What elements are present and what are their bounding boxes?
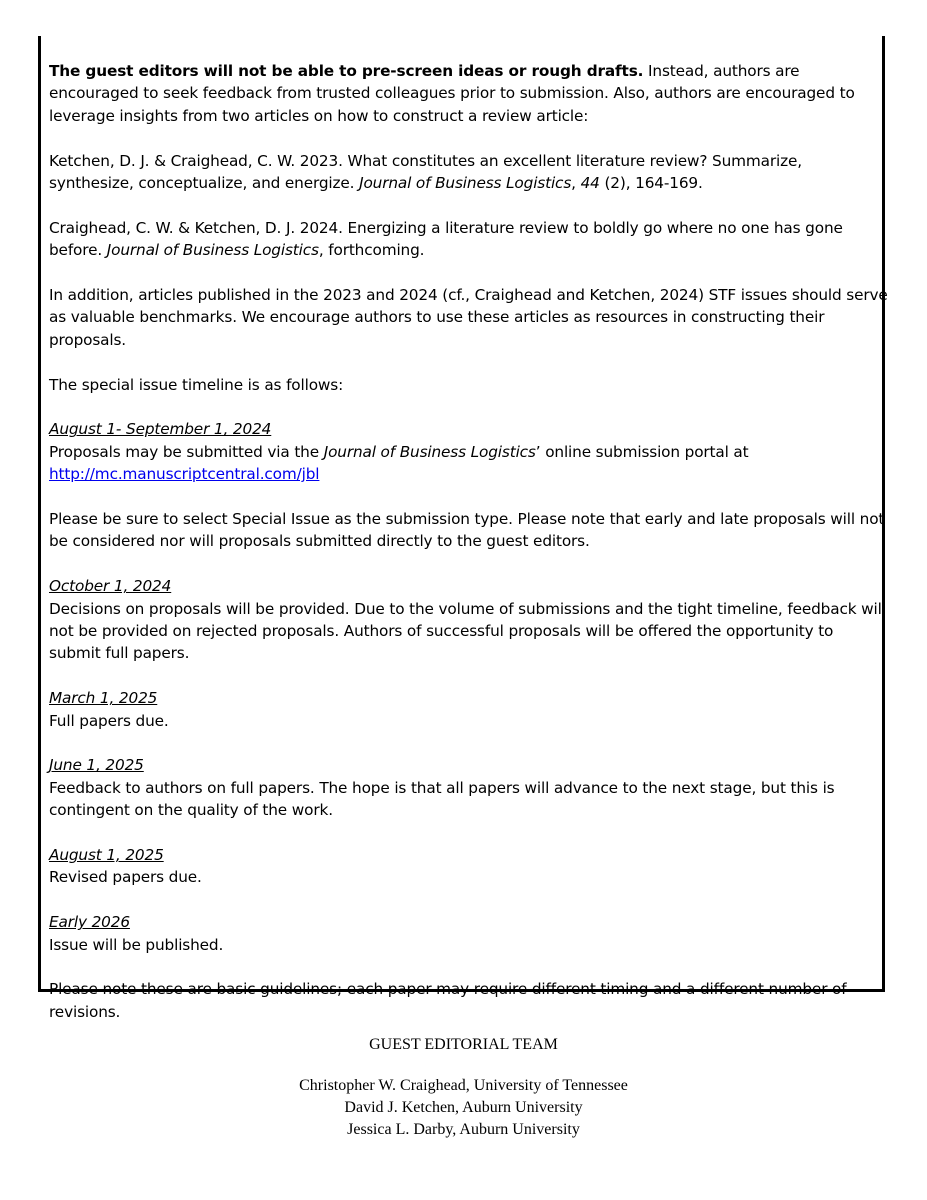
document-body	[49, 60, 889, 1023]
reference-2-text: Craighead, C. W. & Ketchen, D. J. 2024. Energizing a literature review to boldly go where no one has gone before.	[49, 218, 843, 260]
timeline-text-2: Decisions on proposals will be provided. Due to the volume of submissions and the tight timeline, feedback will not be provided on rejected proposals. Authors of successful proposals will be offered the opportunity to submit full papers.	[49, 599, 886, 663]
timeline-date-1: August 1- September 1, 2024	[49, 420, 272, 439]
team-member-3: Jessica L. Darby, Auburn University	[347, 1121, 580, 1138]
timeline-text-1a: Proposals may be submitted via the	[49, 442, 324, 461]
timeline-item-1	[49, 418, 889, 485]
reference-1-volume: 44	[580, 174, 600, 193]
addition-paragraph: In addition, articles published in the 2023 and 2024 (cf., Craighead and Ketchen, 2024) STF issues should serve as valuable benchmarks. We encourage authors to use these articles as resources in constructing their proposals.	[49, 286, 888, 349]
timeline-item-5	[49, 844, 889, 889]
timeline-date-3: March 1, 2025	[49, 689, 158, 708]
timeline-text-3: Full papers due.	[49, 711, 169, 730]
intro-bold: The guest editors will not be able to pre-screen ideas or rough drafts.	[49, 62, 644, 80]
reference-2-journal: Journal of Business Logistics	[106, 241, 319, 260]
timeline-note-1: Please be sure to select Special Issue as the submission type. Please note that early and late proposals will not be considered nor will proposals submitted directly to the guest editors.	[49, 510, 885, 551]
timeline-date-5: August 1, 2025	[49, 846, 164, 865]
timeline-text-6: Issue will be published.	[49, 935, 224, 954]
reference-1-pages: (2), 164-169.	[599, 174, 703, 193]
timeline-item-2	[49, 575, 889, 665]
reference-1	[49, 150, 889, 195]
intro-rest: Instead, authors are encouraged to seek feedback from trusted colleagues prior to submission. Also, authors are encouraged to leverage insights from two articles on how to construct a review article:	[49, 62, 855, 125]
reference-1-journal: Journal of Business Logistics	[359, 174, 572, 193]
reference-2	[49, 217, 889, 262]
timeline-item-6	[49, 911, 889, 956]
timeline-journal: Journal of Business Logistics	[323, 442, 536, 461]
timeline-text-1b: ’ online submission portal at	[535, 442, 749, 461]
timeline-text-5: Revised papers due.	[49, 868, 202, 887]
intro-paragraph	[49, 60, 889, 127]
reference-2-status: , forthcoming.	[318, 241, 425, 260]
closing-paragraph: Please note these are basic guidelines; each paper may require different timing and a different number of revisions.	[49, 980, 847, 1021]
team-member-1: Christopher W. Craighead, University of Tennessee	[299, 1077, 628, 1094]
timeline-date-4: June 1, 2025	[49, 756, 144, 775]
timeline-intro: The special issue timeline is as follows:	[49, 375, 344, 394]
timeline-item-3	[49, 687, 889, 732]
team-member-2: David J. Ketchen, Auburn University	[344, 1099, 583, 1116]
team-heading: GUEST EDITORIAL TEAM	[369, 1036, 558, 1053]
submission-portal-link[interactable]: http://mc.manuscriptcentral.com/jbl	[49, 465, 320, 484]
timeline-date-6: Early 2026	[49, 913, 130, 932]
reference-1-sep: ,	[571, 174, 581, 193]
timeline-date-2: October 1, 2024	[49, 577, 172, 596]
reference-1-text: Ketchen, D. J. & Craighead, C. W. 2023. What constitutes an excellent literature review? Summarize, synthesize, conceptualize, and energize.	[49, 151, 802, 193]
timeline-item-4	[49, 754, 889, 821]
timeline-text-4: Feedback to authors on full papers. The hope is that all papers will advance to the next stage, but this is contingent on the quality of the work.	[49, 778, 835, 820]
